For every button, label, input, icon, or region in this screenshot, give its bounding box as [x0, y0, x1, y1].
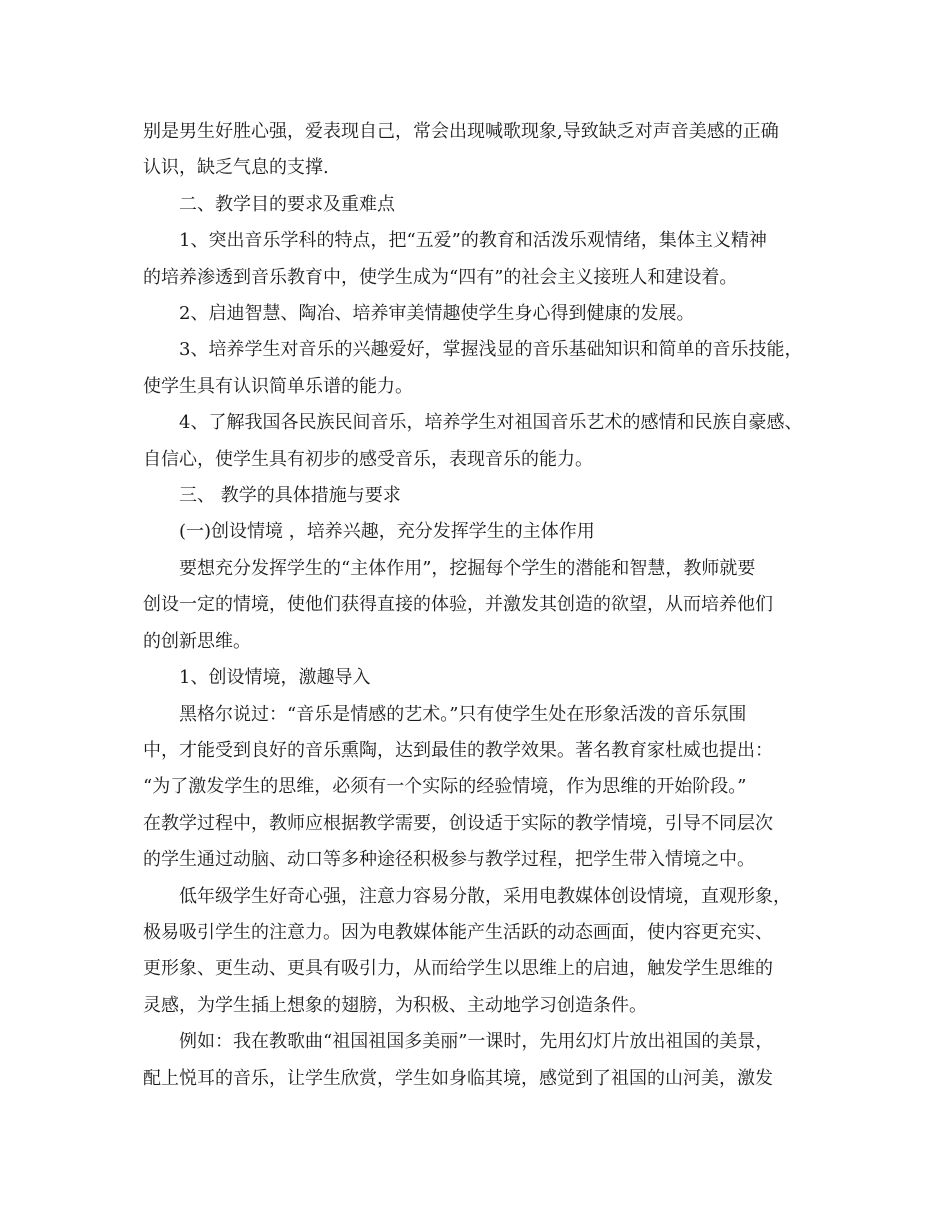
text-line: 自信心，使学生具有初步的感受音乐，表现音乐的能力。: [143, 448, 593, 470]
text-line: 配上悦耳的音乐，让学生欣赏，学生如身临其境，感觉到了祖国的山河美，激发: [143, 1067, 773, 1089]
paragraph: [143, 405, 823, 478]
paragraph: [143, 879, 823, 1025]
paragraph: [143, 296, 823, 332]
text-line: 例如：我在教歌曲“祖国祖国多美丽”一课时，先用幻灯片放出祖国的美景，: [179, 1031, 774, 1053]
text-line: 中，才能受到良好的音乐熏陶，达到最佳的教学效果。著名教育家杜威也提出：: [143, 739, 773, 761]
text-line: 创设一定的情境，使他们获得直接的体验，并激发其创造的欲望，从而培养他们: [143, 594, 773, 616]
text-line: 的学生通过动脑、动口等多种途径积极参与教学过程，把学生带入情境之中。: [143, 849, 755, 871]
paragraph: [143, 223, 823, 296]
document-body: [143, 114, 823, 1097]
paragraph: [143, 660, 823, 696]
text-line: 二、教学目的要求及重难点: [179, 193, 395, 215]
paragraph: [143, 478, 823, 514]
paragraph: [143, 514, 823, 550]
text-line: 要想充分发挥学生的“主体作用”，挖掘每个学生的潜能和智慧，教师就要: [179, 557, 756, 579]
text-line: 使学生具有认识简单乐谱的能力。: [143, 375, 413, 397]
text-line: 极易吸引学生的注意力。因为电教媒体能产生活跃的动态画面，使内容更充实、: [143, 921, 773, 943]
text-line: 2、启迪智慧、陶冶、培养审美情趣使学生身心得到健康的发展。: [179, 303, 695, 325]
text-line: 1、突出音乐学科的特点，把“五爱”的教育和活泼乐观情绪，集体主义精神: [179, 230, 767, 252]
paragraph: [143, 187, 823, 223]
text-line: 三、 教学的具体措施与要求: [179, 485, 401, 507]
text-line: 黑格尔说过：“音乐是情感的艺术。”只有使学生处在形象活泼的音乐氛围: [179, 703, 747, 725]
paragraph: [143, 697, 823, 879]
text-line: 的培养渗透到音乐教育中，使学生成为“四有”的社会主义接班人和建设着。: [143, 266, 738, 288]
text-line: (一)创设情境 ，培养兴趣，充分发挥学生的主体作用: [179, 521, 595, 543]
text-line: 灵感，为学生插上想象的翅膀，为积极、主动地学习创造条件。: [143, 994, 647, 1016]
text-line: 的创新思维。: [143, 630, 251, 652]
text-line: 在教学过程中，教师应根据教学需要，创设适于实际的教学情境，引导不同层次: [143, 812, 773, 834]
paragraph: [143, 1024, 823, 1097]
text-line: 4、了解我国各民族民间音乐，培养学生对祖国音乐艺术的感情和民族自豪感、: [179, 412, 803, 434]
paragraph: [143, 551, 823, 660]
paragraph: [143, 114, 823, 187]
text-line: 别是男生好胜心强，爱表现自己，常会出现喊歌现象,导致缺乏对声音美感的正确: [143, 121, 779, 142]
paragraph: [143, 332, 823, 405]
text-line: 认识，缺乏气息的支撑.: [143, 157, 329, 179]
text-line: 1、创设情境，激趣导入: [179, 667, 371, 689]
text-line: 低年级学生好奇心强，注意力容易分散，采用电教媒体创设情境，直观形象，: [179, 885, 791, 907]
text-line: 3、培养学生对音乐的兴趣爱好，掌握浅显的音乐基础知识和简单的音乐技能，: [179, 339, 803, 361]
text-line: “为了激发学生的思维，必须有一个实际的经验情境，作为思维的开始阶段。”: [143, 776, 747, 798]
text-line: 更形象、更生动、更具有吸引力，从而给学生以思维上的启迪，触发学生思维的: [143, 958, 773, 980]
